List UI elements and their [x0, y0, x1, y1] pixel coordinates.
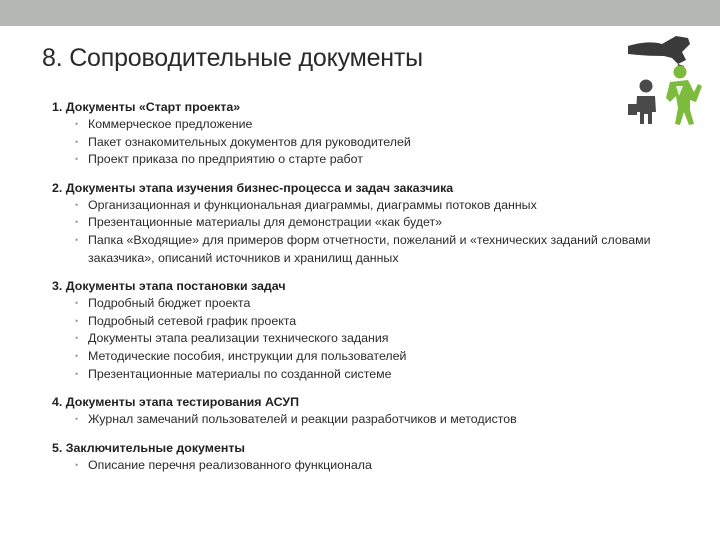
- section-title: 4. Документы этапа тестирования АСУП: [52, 395, 300, 410]
- section-tasks: [52, 277, 692, 383]
- list-item: • Подробный сетевой график проекта: [52, 313, 692, 331]
- bullet-icon: •: [75, 199, 79, 210]
- section-title: 1. Документы «Старт проекта»: [52, 100, 241, 114]
- list-item: • Организационная и функциональная диаграммы, диаграммы потоков данных: [52, 197, 692, 215]
- list-item: • Проект приказа по предприятию о старте работ: [52, 151, 692, 169]
- section-title: 2. Документы этапа изучения бизнес-процесса и задач заказчика: [52, 180, 454, 195]
- bullet-icon: •: [75, 368, 79, 379]
- list-item: • Коммерческое предложение: [52, 116, 692, 134]
- bullet-icon: •: [75, 315, 79, 326]
- bullet-icon: •: [75, 414, 79, 425]
- list-item: • Презентационные материалы для демонстрации «как будет»: [52, 214, 692, 232]
- bullet-icon: •: [75, 136, 79, 147]
- slide-title: 8. Сопроводительные документы: [42, 44, 423, 72]
- section-start: [52, 98, 692, 169]
- section-title: 5. Заключительные документы: [52, 440, 245, 455]
- section-analysis: [52, 179, 692, 267]
- list-item: • Методические пособия, инструкции для пользователей: [52, 348, 692, 366]
- list-item: • Журнал замечаний пользователей и реакции разработчиков и методистов: [52, 411, 692, 429]
- section-testing: [52, 393, 692, 429]
- list-item: • Описание перечня реализованного функционала: [52, 457, 692, 475]
- list-item: • Документы этапа реализации технического задания: [52, 330, 692, 348]
- bullet-icon: •: [75, 333, 79, 344]
- section-title: 3. Документы этапа постановки задач: [52, 279, 286, 294]
- bullet-icon: •: [75, 154, 79, 165]
- bullet-icon: •: [75, 298, 79, 309]
- bullet-icon: •: [75, 350, 79, 361]
- bullet-icon: •: [75, 234, 79, 245]
- list-item: • Пакет ознакомительных документов для руководителей: [52, 134, 692, 152]
- list-item: • Подробный бюджет проекта: [52, 295, 692, 313]
- list-item: • Папка «Входящие» для примеров форм отчетности, пожеланий и «технических заданий словами заказчика», описаний источников и хранилищ данных: [75, 232, 651, 265]
- section-final: [52, 439, 692, 475]
- bullet-icon: •: [75, 459, 79, 470]
- bullet-icon: •: [75, 217, 79, 228]
- bullet-icon: •: [75, 119, 79, 129]
- list-item: • Презентационные материалы по созданной системе: [52, 366, 692, 384]
- top-band: [0, 0, 720, 26]
- document-list: [52, 98, 692, 484]
